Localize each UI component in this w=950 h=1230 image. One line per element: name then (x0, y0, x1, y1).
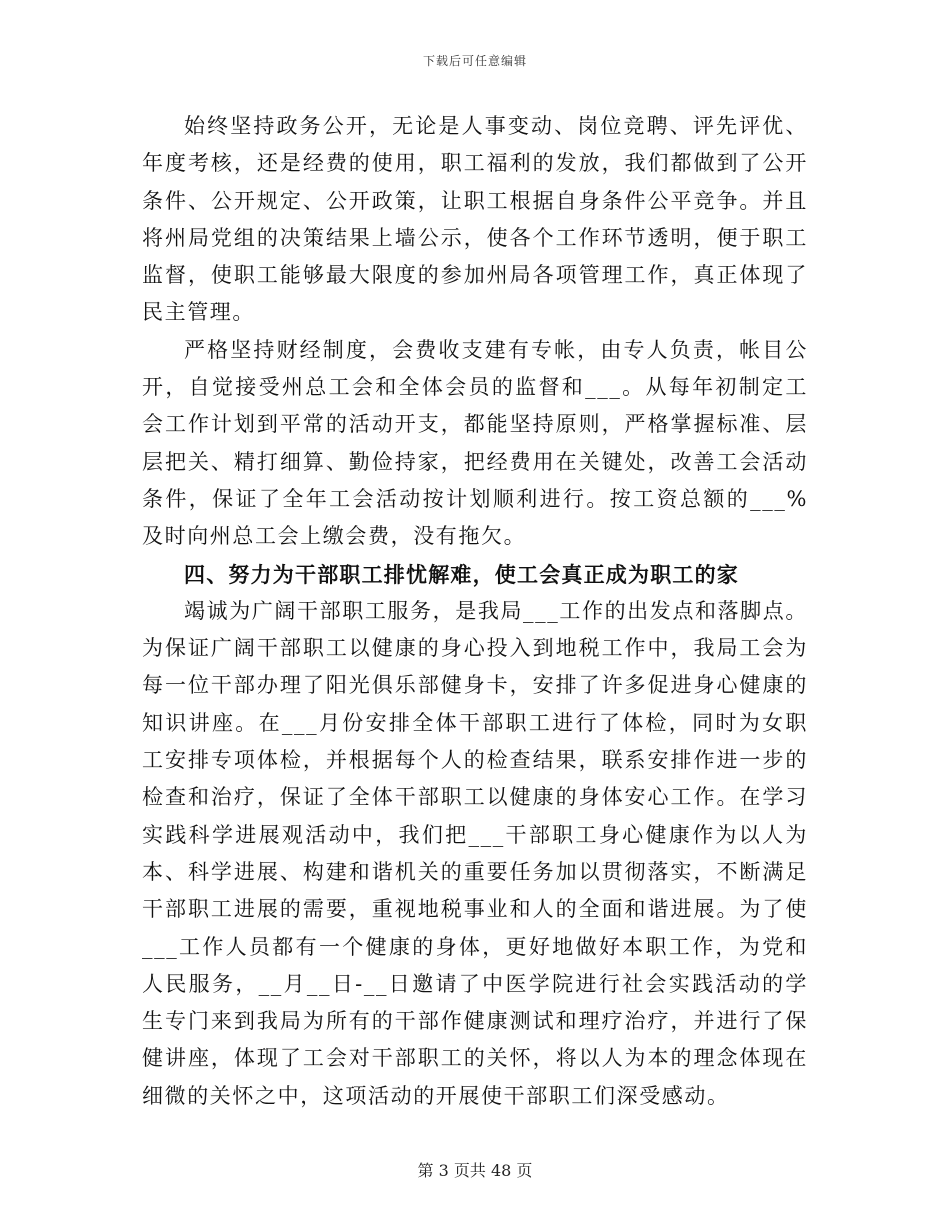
document-body (142, 108, 808, 1115)
paragraph-finance: 严格坚持财经制度，会费收支建有专帐，由专人负责，帐目公开，自觉接受州总工会和全体会员的监督和___。从每年初制定工会工作计划到平常的活动开支，都能坚持原则，严格掌握标准、层层把关、精打细算、勤俭持家，把经费用在关键处，改善工会活动条件，保证了全年工会活动按计划顺利进行。按工资总额的___%及时向州总工会上缴会费，没有拖欠。 (142, 337, 808, 549)
page-header: 下载后可任意编辑 (422, 54, 527, 68)
paragraph-transparency: 始终坚持政务公开，无论是人事变动、岗位竞聘、评先评优、年度考核，还是经费的使用，职工福利的发放，我们都做到了公开条件、公开规定、公开政策，让职工根据自身条件公平竞争。并且将州局党组的决策结果上墙公示，使各个工作环节透明，便于职工监督，使职工能够最大限度的参加州局各项管理工作，真正体现了民主管理。 (142, 114, 808, 325)
section-heading-four: 四、努力为干部职工排忧解难，使工会真正成为职工的家 (184, 561, 739, 587)
paragraph-staff-service: 竭诚为广阔干部职工服务，是我局___工作的出发点和落脚点。为保证广阔干部职工以健康的身心投入到地税工作中，我局工会为每一位干部办理了阳光俱乐部健身卡，安排了许多促进身心健康的知识讲座。在___月份安排全体干部职工进行了体检，同时为女职工安排专项体检，并根据每个人的检查结果，联系安排作进一步的检查和治疗，保证了全体干部职工以健康的身体安心工作。在学习实践科学进展观活动中，我们把___干部职工身心健康作为以人为本、科学进展、构建和谐机关的重要任务加以贯彻落实，不断满足干部职工进展的需要，重视地税事业和人的全面和谐进展。为了使___工作人员都有一个健康的身体，更好地做好本职工作，为党和人民服务，__月__日-__日邀请了中医学院进行社会实践活动的学生专门来到我局为所有的干部作健康测试和理疗治疗，并进行了保健讲座，体现了工会对干部职工的关怀，将以人为本的理念体现在细微的关怀之中，这项活动的开展使干部职工们深受感动。 (142, 598, 808, 1108)
page-number: 第 3 页共 48 页 (417, 1161, 533, 1180)
